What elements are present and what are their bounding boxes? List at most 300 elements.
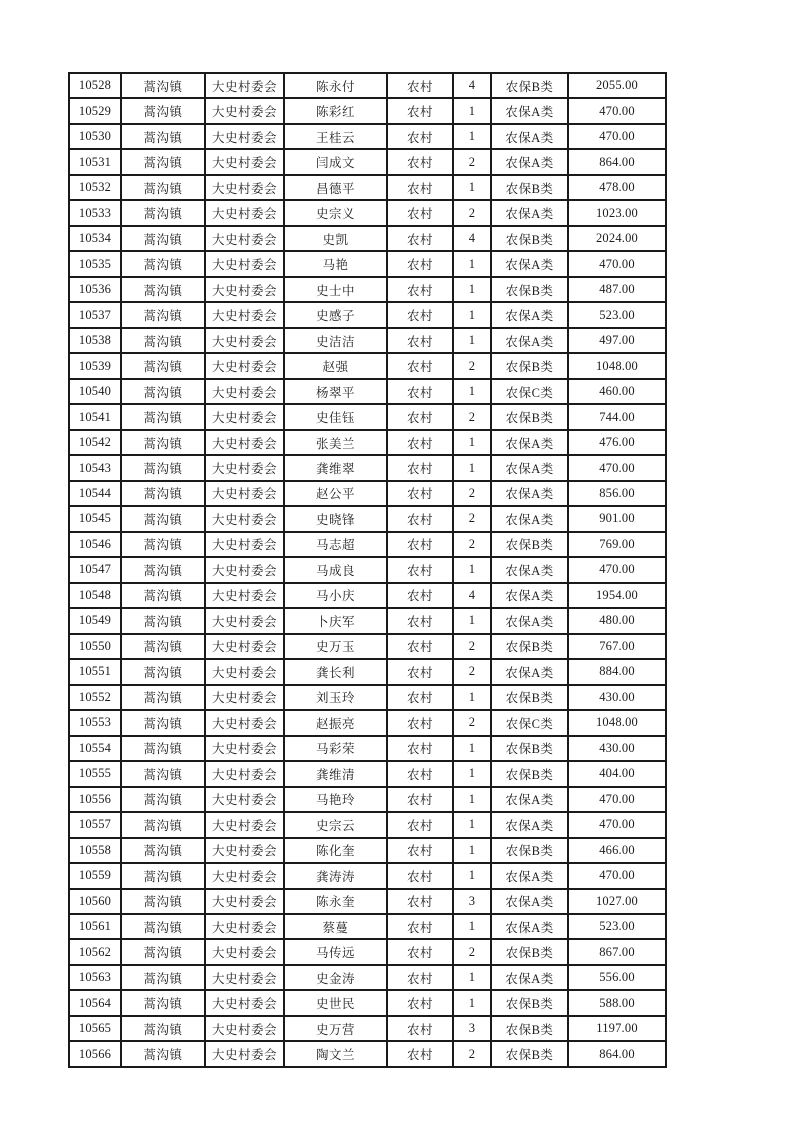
table-row xyxy=(69,73,666,98)
category-cell: 农保A类 xyxy=(491,557,568,582)
count-cell: 1 xyxy=(453,838,491,863)
table-row xyxy=(69,557,666,582)
name-cell: 龚长利 xyxy=(284,659,387,684)
count-cell: 2 xyxy=(453,481,491,506)
category-cell: 农保A类 xyxy=(491,455,568,480)
residence-cell: 农村 xyxy=(387,379,453,404)
amount-cell: 523.00 xyxy=(568,302,666,327)
table-row xyxy=(69,200,666,225)
village-cell: 大史村委会 xyxy=(205,200,284,225)
count-cell: 1 xyxy=(453,430,491,455)
town-cell: 蒿沟镇 xyxy=(121,379,205,404)
serial-cell: 10533 xyxy=(69,200,121,225)
serial-cell: 10530 xyxy=(69,124,121,149)
residence-cell: 农村 xyxy=(387,659,453,684)
amount-cell: 864.00 xyxy=(568,1041,666,1067)
amount-cell: 480.00 xyxy=(568,608,666,633)
name-cell: 史感子 xyxy=(284,302,387,327)
village-cell: 大史村委会 xyxy=(205,685,284,710)
table-row xyxy=(69,863,666,888)
table-row xyxy=(69,277,666,302)
name-cell: 马彩荣 xyxy=(284,736,387,761)
village-cell: 大史村委会 xyxy=(205,277,284,302)
residence-cell: 农村 xyxy=(387,353,453,378)
village-cell: 大史村委会 xyxy=(205,455,284,480)
village-cell: 大史村委会 xyxy=(205,990,284,1015)
count-cell: 2 xyxy=(453,939,491,964)
count-cell: 1 xyxy=(453,761,491,786)
table-row xyxy=(69,965,666,990)
serial-cell: 10547 xyxy=(69,557,121,582)
amount-cell: 588.00 xyxy=(568,990,666,1015)
town-cell: 蒿沟镇 xyxy=(121,889,205,914)
name-cell: 杨翠平 xyxy=(284,379,387,404)
residence-cell: 农村 xyxy=(387,404,453,429)
count-cell: 1 xyxy=(453,608,491,633)
serial-cell: 10545 xyxy=(69,506,121,531)
town-cell: 蒿沟镇 xyxy=(121,761,205,786)
category-cell: 农保B类 xyxy=(491,1016,568,1041)
category-cell: 农保B类 xyxy=(491,226,568,251)
count-cell: 4 xyxy=(453,73,491,98)
serial-cell: 10549 xyxy=(69,608,121,633)
category-cell: 农保B类 xyxy=(491,532,568,557)
serial-cell: 10562 xyxy=(69,939,121,964)
category-cell: 农保B类 xyxy=(491,634,568,659)
residence-cell: 农村 xyxy=(387,634,453,659)
count-cell: 1 xyxy=(453,302,491,327)
residence-cell: 农村 xyxy=(387,583,453,608)
serial-cell: 10540 xyxy=(69,379,121,404)
name-cell: 马艳玲 xyxy=(284,787,387,812)
residence-cell: 农村 xyxy=(387,149,453,174)
town-cell: 蒿沟镇 xyxy=(121,430,205,455)
village-cell: 大史村委会 xyxy=(205,557,284,582)
serial-cell: 10553 xyxy=(69,710,121,735)
residence-cell: 农村 xyxy=(387,787,453,812)
table-body xyxy=(69,73,666,1067)
count-cell: 2 xyxy=(453,200,491,225)
town-cell: 蒿沟镇 xyxy=(121,404,205,429)
amount-cell: 1023.00 xyxy=(568,200,666,225)
village-cell: 大史村委会 xyxy=(205,481,284,506)
table-row xyxy=(69,251,666,276)
serial-cell: 10557 xyxy=(69,812,121,837)
village-cell: 大史村委会 xyxy=(205,175,284,200)
residence-cell: 农村 xyxy=(387,200,453,225)
table-row xyxy=(69,914,666,939)
amount-cell: 1954.00 xyxy=(568,583,666,608)
name-cell: 陈永付 xyxy=(284,73,387,98)
town-cell: 蒿沟镇 xyxy=(121,226,205,251)
name-cell: 马志超 xyxy=(284,532,387,557)
residence-cell: 农村 xyxy=(387,124,453,149)
town-cell: 蒿沟镇 xyxy=(121,914,205,939)
town-cell: 蒿沟镇 xyxy=(121,455,205,480)
category-cell: 农保A类 xyxy=(491,659,568,684)
village-cell: 大史村委会 xyxy=(205,659,284,684)
serial-cell: 10536 xyxy=(69,277,121,302)
count-cell: 2 xyxy=(453,404,491,429)
count-cell: 1 xyxy=(453,965,491,990)
name-cell: 史洁洁 xyxy=(284,328,387,353)
category-cell: 农保B类 xyxy=(491,838,568,863)
name-cell: 龚维清 xyxy=(284,761,387,786)
table-row xyxy=(69,659,666,684)
table-row xyxy=(69,939,666,964)
count-cell: 3 xyxy=(453,1016,491,1041)
serial-cell: 10560 xyxy=(69,889,121,914)
village-cell: 大史村委会 xyxy=(205,532,284,557)
amount-cell: 2024.00 xyxy=(568,226,666,251)
name-cell: 卜庆军 xyxy=(284,608,387,633)
serial-cell: 10551 xyxy=(69,659,121,684)
count-cell: 2 xyxy=(453,634,491,659)
table-row xyxy=(69,302,666,327)
count-cell: 1 xyxy=(453,455,491,480)
serial-cell: 10554 xyxy=(69,736,121,761)
village-cell: 大史村委会 xyxy=(205,965,284,990)
category-cell: 农保B类 xyxy=(491,404,568,429)
count-cell: 1 xyxy=(453,98,491,123)
residence-cell: 农村 xyxy=(387,251,453,276)
serial-cell: 10528 xyxy=(69,73,121,98)
amount-cell: 1048.00 xyxy=(568,353,666,378)
table-row xyxy=(69,710,666,735)
serial-cell: 10534 xyxy=(69,226,121,251)
count-cell: 2 xyxy=(453,659,491,684)
village-cell: 大史村委会 xyxy=(205,863,284,888)
category-cell: 农保A类 xyxy=(491,506,568,531)
count-cell: 1 xyxy=(453,251,491,276)
serial-cell: 10537 xyxy=(69,302,121,327)
amount-cell: 1048.00 xyxy=(568,710,666,735)
village-cell: 大史村委会 xyxy=(205,506,284,531)
village-cell: 大史村委会 xyxy=(205,98,284,123)
count-cell: 2 xyxy=(453,1041,491,1067)
count-cell: 2 xyxy=(453,353,491,378)
amount-cell: 867.00 xyxy=(568,939,666,964)
amount-cell: 1197.00 xyxy=(568,1016,666,1041)
town-cell: 蒿沟镇 xyxy=(121,990,205,1015)
table-row xyxy=(69,481,666,506)
serial-cell: 10546 xyxy=(69,532,121,557)
category-cell: 农保B类 xyxy=(491,990,568,1015)
category-cell: 农保A类 xyxy=(491,583,568,608)
serial-cell: 10544 xyxy=(69,481,121,506)
residence-cell: 农村 xyxy=(387,761,453,786)
town-cell: 蒿沟镇 xyxy=(121,863,205,888)
town-cell: 蒿沟镇 xyxy=(121,506,205,531)
count-cell: 1 xyxy=(453,736,491,761)
village-cell: 大史村委会 xyxy=(205,302,284,327)
table-row xyxy=(69,175,666,200)
residence-cell: 农村 xyxy=(387,98,453,123)
town-cell: 蒿沟镇 xyxy=(121,481,205,506)
category-cell: 农保A类 xyxy=(491,430,568,455)
serial-cell: 10563 xyxy=(69,965,121,990)
count-cell: 2 xyxy=(453,532,491,557)
residence-cell: 农村 xyxy=(387,557,453,582)
town-cell: 蒿沟镇 xyxy=(121,532,205,557)
town-cell: 蒿沟镇 xyxy=(121,736,205,761)
town-cell: 蒿沟镇 xyxy=(121,175,205,200)
name-cell: 陈化奎 xyxy=(284,838,387,863)
amount-cell: 470.00 xyxy=(568,787,666,812)
name-cell: 史士中 xyxy=(284,277,387,302)
amount-cell: 767.00 xyxy=(568,634,666,659)
count-cell: 1 xyxy=(453,175,491,200)
town-cell: 蒿沟镇 xyxy=(121,124,205,149)
category-cell: 农保C类 xyxy=(491,379,568,404)
category-cell: 农保A类 xyxy=(491,124,568,149)
village-cell: 大史村委会 xyxy=(205,1041,284,1067)
name-cell: 马小庆 xyxy=(284,583,387,608)
table-row xyxy=(69,1016,666,1041)
town-cell: 蒿沟镇 xyxy=(121,710,205,735)
residence-cell: 农村 xyxy=(387,328,453,353)
category-cell: 农保B类 xyxy=(491,175,568,200)
town-cell: 蒿沟镇 xyxy=(121,353,205,378)
village-cell: 大史村委会 xyxy=(205,404,284,429)
residence-cell: 农村 xyxy=(387,939,453,964)
residence-cell: 农村 xyxy=(387,430,453,455)
count-cell: 1 xyxy=(453,557,491,582)
count-cell: 4 xyxy=(453,226,491,251)
table-row xyxy=(69,685,666,710)
town-cell: 蒿沟镇 xyxy=(121,98,205,123)
table-row xyxy=(69,328,666,353)
amount-cell: 769.00 xyxy=(568,532,666,557)
town-cell: 蒿沟镇 xyxy=(121,838,205,863)
name-cell: 刘玉玲 xyxy=(284,685,387,710)
count-cell: 3 xyxy=(453,889,491,914)
residence-cell: 农村 xyxy=(387,914,453,939)
name-cell: 史金涛 xyxy=(284,965,387,990)
table-row xyxy=(69,812,666,837)
name-cell: 史佳钰 xyxy=(284,404,387,429)
amount-cell: 884.00 xyxy=(568,659,666,684)
amount-cell: 404.00 xyxy=(568,761,666,786)
table-row xyxy=(69,583,666,608)
serial-cell: 10564 xyxy=(69,990,121,1015)
category-cell: 农保B类 xyxy=(491,685,568,710)
category-cell: 农保B类 xyxy=(491,277,568,302)
amount-cell: 556.00 xyxy=(568,965,666,990)
category-cell: 农保A类 xyxy=(491,889,568,914)
residence-cell: 农村 xyxy=(387,685,453,710)
residence-cell: 农村 xyxy=(387,506,453,531)
town-cell: 蒿沟镇 xyxy=(121,939,205,964)
village-cell: 大史村委会 xyxy=(205,838,284,863)
table-row xyxy=(69,149,666,174)
serial-cell: 10550 xyxy=(69,634,121,659)
table-row xyxy=(69,532,666,557)
residence-cell: 农村 xyxy=(387,736,453,761)
category-cell: 农保A类 xyxy=(491,863,568,888)
village-cell: 大史村委会 xyxy=(205,787,284,812)
category-cell: 农保A类 xyxy=(491,481,568,506)
town-cell: 蒿沟镇 xyxy=(121,1041,205,1067)
amount-cell: 523.00 xyxy=(568,914,666,939)
village-cell: 大史村委会 xyxy=(205,939,284,964)
category-cell: 农保B类 xyxy=(491,939,568,964)
count-cell: 1 xyxy=(453,124,491,149)
name-cell: 陶文兰 xyxy=(284,1041,387,1067)
count-cell: 2 xyxy=(453,506,491,531)
town-cell: 蒿沟镇 xyxy=(121,787,205,812)
serial-cell: 10529 xyxy=(69,98,121,123)
village-cell: 大史村委会 xyxy=(205,353,284,378)
town-cell: 蒿沟镇 xyxy=(121,251,205,276)
table-row xyxy=(69,226,666,251)
table-row xyxy=(69,761,666,786)
village-cell: 大史村委会 xyxy=(205,914,284,939)
table-row xyxy=(69,506,666,531)
category-cell: 农保C类 xyxy=(491,710,568,735)
amount-cell: 864.00 xyxy=(568,149,666,174)
table-row xyxy=(69,736,666,761)
table-row xyxy=(69,455,666,480)
serial-cell: 10531 xyxy=(69,149,121,174)
amount-cell: 487.00 xyxy=(568,277,666,302)
town-cell: 蒿沟镇 xyxy=(121,608,205,633)
residence-cell: 农村 xyxy=(387,455,453,480)
table-row xyxy=(69,787,666,812)
name-cell: 马成良 xyxy=(284,557,387,582)
amount-cell: 2055.00 xyxy=(568,73,666,98)
town-cell: 蒿沟镇 xyxy=(121,1016,205,1041)
town-cell: 蒿沟镇 xyxy=(121,200,205,225)
amount-cell: 470.00 xyxy=(568,455,666,480)
name-cell: 史世民 xyxy=(284,990,387,1015)
town-cell: 蒿沟镇 xyxy=(121,73,205,98)
amount-cell: 470.00 xyxy=(568,863,666,888)
serial-cell: 10541 xyxy=(69,404,121,429)
village-cell: 大史村委会 xyxy=(205,812,284,837)
serial-cell: 10556 xyxy=(69,787,121,812)
name-cell: 昌德平 xyxy=(284,175,387,200)
village-cell: 大史村委会 xyxy=(205,736,284,761)
category-cell: 农保A类 xyxy=(491,812,568,837)
amount-cell: 470.00 xyxy=(568,251,666,276)
name-cell: 陈彩红 xyxy=(284,98,387,123)
town-cell: 蒿沟镇 xyxy=(121,634,205,659)
amount-cell: 470.00 xyxy=(568,557,666,582)
residence-cell: 农村 xyxy=(387,175,453,200)
residence-cell: 农村 xyxy=(387,965,453,990)
name-cell: 赵公平 xyxy=(284,481,387,506)
town-cell: 蒿沟镇 xyxy=(121,965,205,990)
residence-cell: 农村 xyxy=(387,863,453,888)
amount-cell: 460.00 xyxy=(568,379,666,404)
category-cell: 农保A类 xyxy=(491,200,568,225)
name-cell: 张美兰 xyxy=(284,430,387,455)
serial-cell: 10548 xyxy=(69,583,121,608)
table-row xyxy=(69,404,666,429)
name-cell: 闫成文 xyxy=(284,149,387,174)
name-cell: 龚涛涛 xyxy=(284,863,387,888)
table-row xyxy=(69,124,666,149)
residence-cell: 农村 xyxy=(387,73,453,98)
count-cell: 1 xyxy=(453,328,491,353)
amount-cell: 470.00 xyxy=(568,124,666,149)
category-cell: 农保A类 xyxy=(491,608,568,633)
category-cell: 农保B类 xyxy=(491,1041,568,1067)
village-cell: 大史村委会 xyxy=(205,1016,284,1041)
category-cell: 农保A类 xyxy=(491,149,568,174)
serial-cell: 10566 xyxy=(69,1041,121,1067)
town-cell: 蒿沟镇 xyxy=(121,583,205,608)
amount-cell: 744.00 xyxy=(568,404,666,429)
serial-cell: 10542 xyxy=(69,430,121,455)
serial-cell: 10558 xyxy=(69,838,121,863)
category-cell: 农保A类 xyxy=(491,965,568,990)
town-cell: 蒿沟镇 xyxy=(121,685,205,710)
village-cell: 大史村委会 xyxy=(205,73,284,98)
name-cell: 史万营 xyxy=(284,1016,387,1041)
category-cell: 农保A类 xyxy=(491,787,568,812)
name-cell: 王桂云 xyxy=(284,124,387,149)
category-cell: 农保B类 xyxy=(491,736,568,761)
table-row xyxy=(69,98,666,123)
village-cell: 大史村委会 xyxy=(205,251,284,276)
village-cell: 大史村委会 xyxy=(205,761,284,786)
residence-cell: 农村 xyxy=(387,608,453,633)
village-cell: 大史村委会 xyxy=(205,124,284,149)
serial-cell: 10555 xyxy=(69,761,121,786)
serial-cell: 10559 xyxy=(69,863,121,888)
table-row xyxy=(69,430,666,455)
amount-cell: 901.00 xyxy=(568,506,666,531)
residence-cell: 农村 xyxy=(387,481,453,506)
residence-cell: 农村 xyxy=(387,226,453,251)
residence-cell: 农村 xyxy=(387,1016,453,1041)
name-cell: 赵振亮 xyxy=(284,710,387,735)
town-cell: 蒿沟镇 xyxy=(121,328,205,353)
town-cell: 蒿沟镇 xyxy=(121,149,205,174)
name-cell: 史宗义 xyxy=(284,200,387,225)
count-cell: 1 xyxy=(453,277,491,302)
category-cell: 农保A类 xyxy=(491,251,568,276)
village-cell: 大史村委会 xyxy=(205,608,284,633)
amount-cell: 478.00 xyxy=(568,175,666,200)
amount-cell: 466.00 xyxy=(568,838,666,863)
count-cell: 2 xyxy=(453,710,491,735)
town-cell: 蒿沟镇 xyxy=(121,302,205,327)
village-cell: 大史村委会 xyxy=(205,634,284,659)
amount-cell: 1027.00 xyxy=(568,889,666,914)
count-cell: 1 xyxy=(453,863,491,888)
count-cell: 1 xyxy=(453,787,491,812)
category-cell: 农保A类 xyxy=(491,328,568,353)
residence-cell: 农村 xyxy=(387,302,453,327)
name-cell: 赵强 xyxy=(284,353,387,378)
residence-cell: 农村 xyxy=(387,710,453,735)
table-row xyxy=(69,990,666,1015)
name-cell: 史宗云 xyxy=(284,812,387,837)
name-cell: 史万玉 xyxy=(284,634,387,659)
name-cell: 马传远 xyxy=(284,939,387,964)
village-cell: 大史村委会 xyxy=(205,583,284,608)
count-cell: 1 xyxy=(453,379,491,404)
category-cell: 农保B类 xyxy=(491,73,568,98)
table-row xyxy=(69,889,666,914)
count-cell: 1 xyxy=(453,914,491,939)
village-cell: 大史村委会 xyxy=(205,149,284,174)
count-cell: 2 xyxy=(453,149,491,174)
name-cell: 陈永奎 xyxy=(284,889,387,914)
